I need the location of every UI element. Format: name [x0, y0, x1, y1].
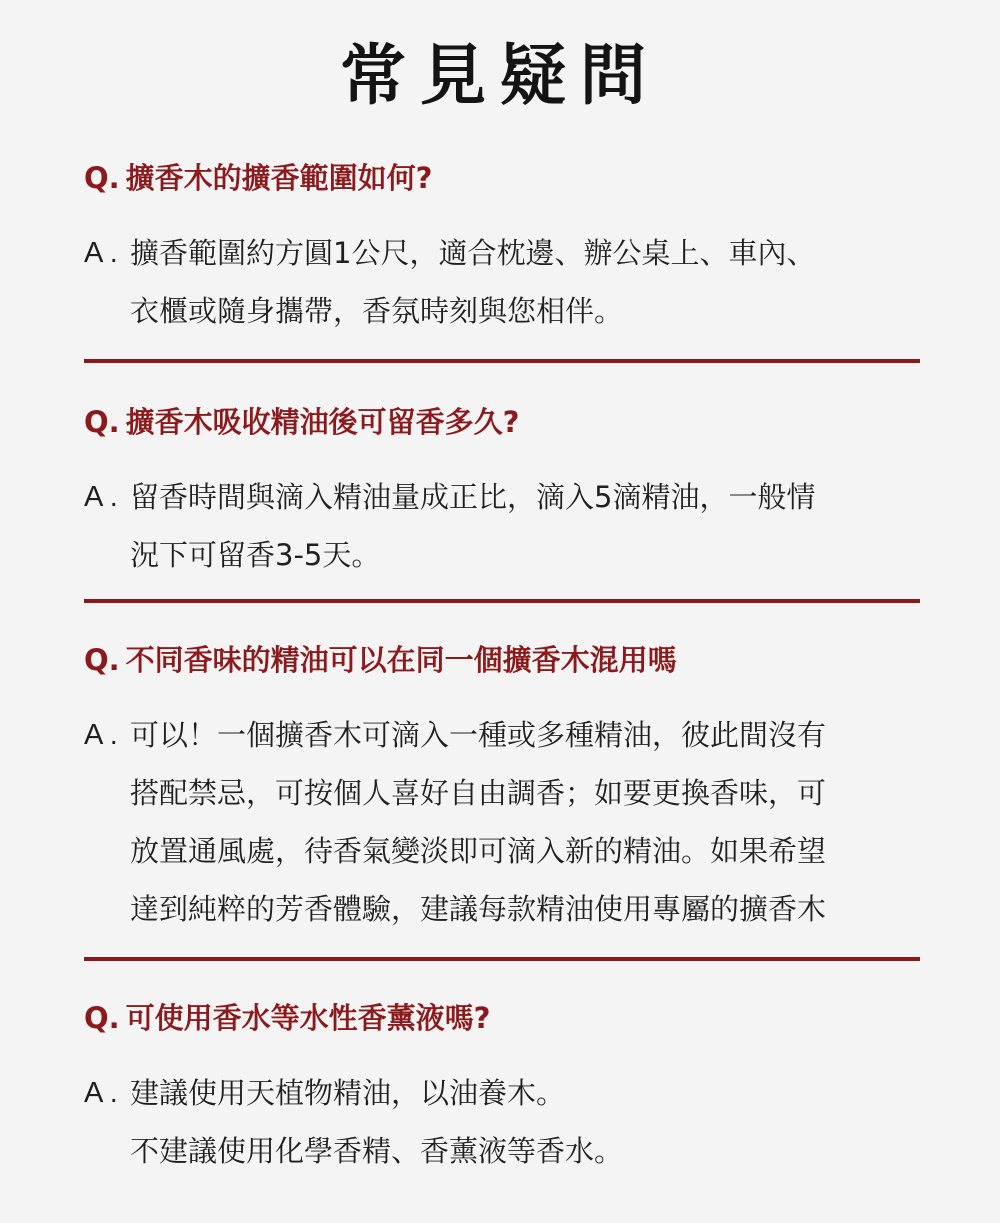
answer-line: 放置通風處，待香氣變淡即可滴入新的精油。如果希望 [130, 834, 827, 868]
question-marker: Q. [84, 161, 120, 195]
question-text: 擴香木吸收精油後可留香多久? [125, 405, 520, 439]
faq-item [84, 402, 920, 584]
question-marker: Q. [84, 643, 120, 677]
faq-question [84, 998, 920, 1038]
page-title: 常見疑問 [340, 36, 660, 114]
faq-question [84, 640, 920, 680]
faq-answer [84, 224, 920, 340]
faq-question [84, 158, 920, 198]
faq-answer [84, 1064, 920, 1180]
answer-marker: A . [84, 1077, 118, 1109]
question-text: 擴香木的擴香範圍如何? [125, 161, 433, 195]
answer-line: 況下可留香3-5天。 [130, 538, 381, 572]
question-text: 可使用香水等水性香薰液嗎? [125, 1001, 491, 1035]
answer-line: 擴香範圍約方圓1公尺，適合枕邊、辦公桌上、車內、 [130, 236, 816, 270]
section-divider [84, 359, 920, 363]
answer-line: 不建議使用化學香精、香薰液等香水。 [130, 1134, 624, 1168]
faq-item [84, 998, 920, 1180]
answer-marker: A . [84, 237, 118, 269]
section-divider [84, 957, 920, 961]
answer-line: 可以！一個擴香木可滴入一種或多種精油，彼此間沒有 [130, 718, 827, 752]
answer-marker: A . [84, 719, 118, 751]
faq-answer [84, 468, 920, 584]
section-divider [84, 599, 920, 603]
answer-line: 搭配禁忌，可按個人喜好自由調香；如要更換香味，可 [130, 776, 827, 810]
answer-line: 達到純粹的芳香體驗，建議每款精油使用專屬的擴香木 [130, 892, 827, 926]
faq-answer [84, 706, 920, 938]
answer-line: 建議使用天植物精油，以油養木。 [130, 1076, 566, 1110]
faq-question [84, 402, 920, 442]
answer-marker: A . [84, 481, 118, 513]
answer-line: 留香時間與滴入精油量成正比，滴入5滴精油，一般情 [130, 480, 816, 514]
answer-line: 衣櫃或隨身攜帶，香氛時刻與您相伴。 [130, 294, 624, 328]
question-text: 不同香味的精油可以在同一個擴香木混用嗎 [125, 643, 677, 677]
faq-item [84, 158, 920, 340]
faq-item [84, 640, 920, 938]
question-marker: Q. [84, 1001, 120, 1035]
question-marker: Q. [84, 405, 120, 439]
